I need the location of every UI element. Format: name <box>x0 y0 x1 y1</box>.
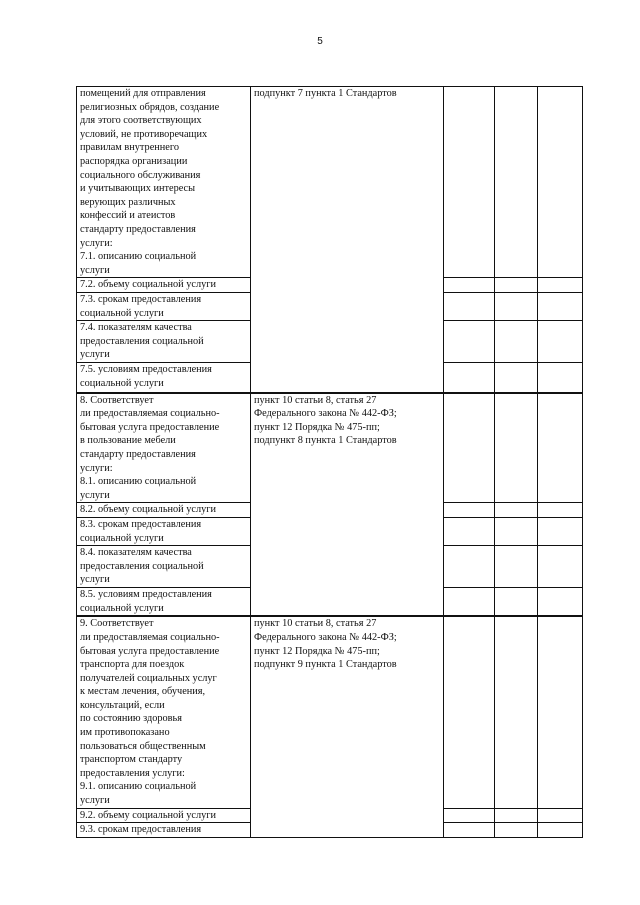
legal-basis-cell: пункт 10 статьи 8, статья 27 Федерального закона № 442-ФЗ; пункт 12 Порядка № 475-пп; подпункт 9 пункта 1 Стандартов <box>251 616 444 837</box>
criterion-cell: 9.2. объему социальной услуги <box>77 808 251 823</box>
legal-basis-cell: пункт 10 статьи 8, статья 27 Федерального закона № 442-ФЗ; пункт 12 Порядка № 475-пп; подпункт 8 пункта 1 Стандартов <box>251 393 444 617</box>
answer-no-cell <box>495 823 538 838</box>
legal-basis-cell: подпункт 7 пункта 1 Стандартов <box>251 87 444 393</box>
answer-no-cell <box>495 393 538 503</box>
table-row <box>77 616 583 808</box>
answer-yes-cell <box>444 546 495 588</box>
criterion-cell: 8.4. показателям качества предоставления социальной услуги <box>77 546 251 588</box>
answer-na-cell <box>538 321 583 363</box>
answer-no-cell <box>495 278 538 293</box>
answer-na-cell <box>538 503 583 518</box>
answer-no-cell <box>495 616 538 808</box>
answer-yes-cell <box>444 503 495 518</box>
answer-na-cell <box>538 823 583 838</box>
answer-no-cell <box>495 321 538 363</box>
criterion-cell: 7.3. срокам предоставления социальной услуги <box>77 292 251 320</box>
answer-yes-cell <box>444 517 495 545</box>
answer-no-cell <box>495 588 538 617</box>
criterion-cell: 8. Соответствует ли предоставляемая социально- бытовая услуга предоставление в пользование мебели стандарту предоставления услуги: 8.1. описанию социальной услуги <box>77 393 251 503</box>
criterion-cell: 9.3. срокам предоставления <box>77 823 251 838</box>
answer-na-cell <box>538 278 583 293</box>
criterion-cell: 9. Соответствует ли предоставляемая социально- бытовая услуга предоставление транспорта для поездок получателей социальных услуг к местам лечения, обучения, консультаций, если по состоянию здоровья им противопоказано пользоваться общественным транспортом стандарту предоставления услуги: 9.1. описанию социальной услуги <box>77 616 251 808</box>
answer-yes-cell <box>444 292 495 320</box>
answer-no-cell <box>495 87 538 278</box>
criterion-cell: 8.5. условиям предоставления социальной услуги <box>77 588 251 617</box>
answer-no-cell <box>495 517 538 545</box>
criterion-cell: 7.2. объему социальной услуги <box>77 278 251 293</box>
answer-no-cell <box>495 292 538 320</box>
answer-yes-cell <box>444 321 495 363</box>
table-row <box>77 393 583 503</box>
answer-no-cell <box>495 808 538 823</box>
answer-na-cell <box>538 292 583 320</box>
answer-na-cell <box>538 616 583 808</box>
answer-yes-cell <box>444 808 495 823</box>
answer-no-cell <box>495 503 538 518</box>
criterion-cell: 8.3. срокам предоставления социальной услуги <box>77 517 251 545</box>
answer-na-cell <box>538 87 583 278</box>
criterion-cell: 7.4. показателям качества предоставления социальной услуги <box>77 321 251 363</box>
answer-na-cell <box>538 517 583 545</box>
answer-na-cell <box>538 363 583 393</box>
answer-yes-cell <box>444 616 495 808</box>
page-number: 5 <box>317 36 323 47</box>
criterion-cell: 8.2. объему социальной услуги <box>77 503 251 518</box>
answer-yes-cell <box>444 588 495 617</box>
criterion-cell: помещений для отправления религиозных обрядов, создание для этого соответствующих условий, не противоречащих правилам внутреннего распорядка организации социального обслуживания и учитывающих интересы верующих различных конфессий и атеистов стандарту предоставления услуги: 7.1. описанию социальной услуги <box>77 87 251 278</box>
answer-na-cell <box>538 393 583 503</box>
answer-no-cell <box>495 363 538 393</box>
answer-na-cell <box>538 808 583 823</box>
answer-yes-cell <box>444 278 495 293</box>
answer-yes-cell <box>444 393 495 503</box>
table-row <box>77 87 583 278</box>
answer-yes-cell <box>444 87 495 278</box>
answer-no-cell <box>495 546 538 588</box>
answer-na-cell <box>538 588 583 617</box>
inspection-checklist-table <box>76 86 583 838</box>
answer-yes-cell <box>444 363 495 393</box>
answer-yes-cell <box>444 823 495 838</box>
answer-na-cell <box>538 546 583 588</box>
criterion-cell: 7.5. условиям предоставления социальной услуги <box>77 363 251 393</box>
